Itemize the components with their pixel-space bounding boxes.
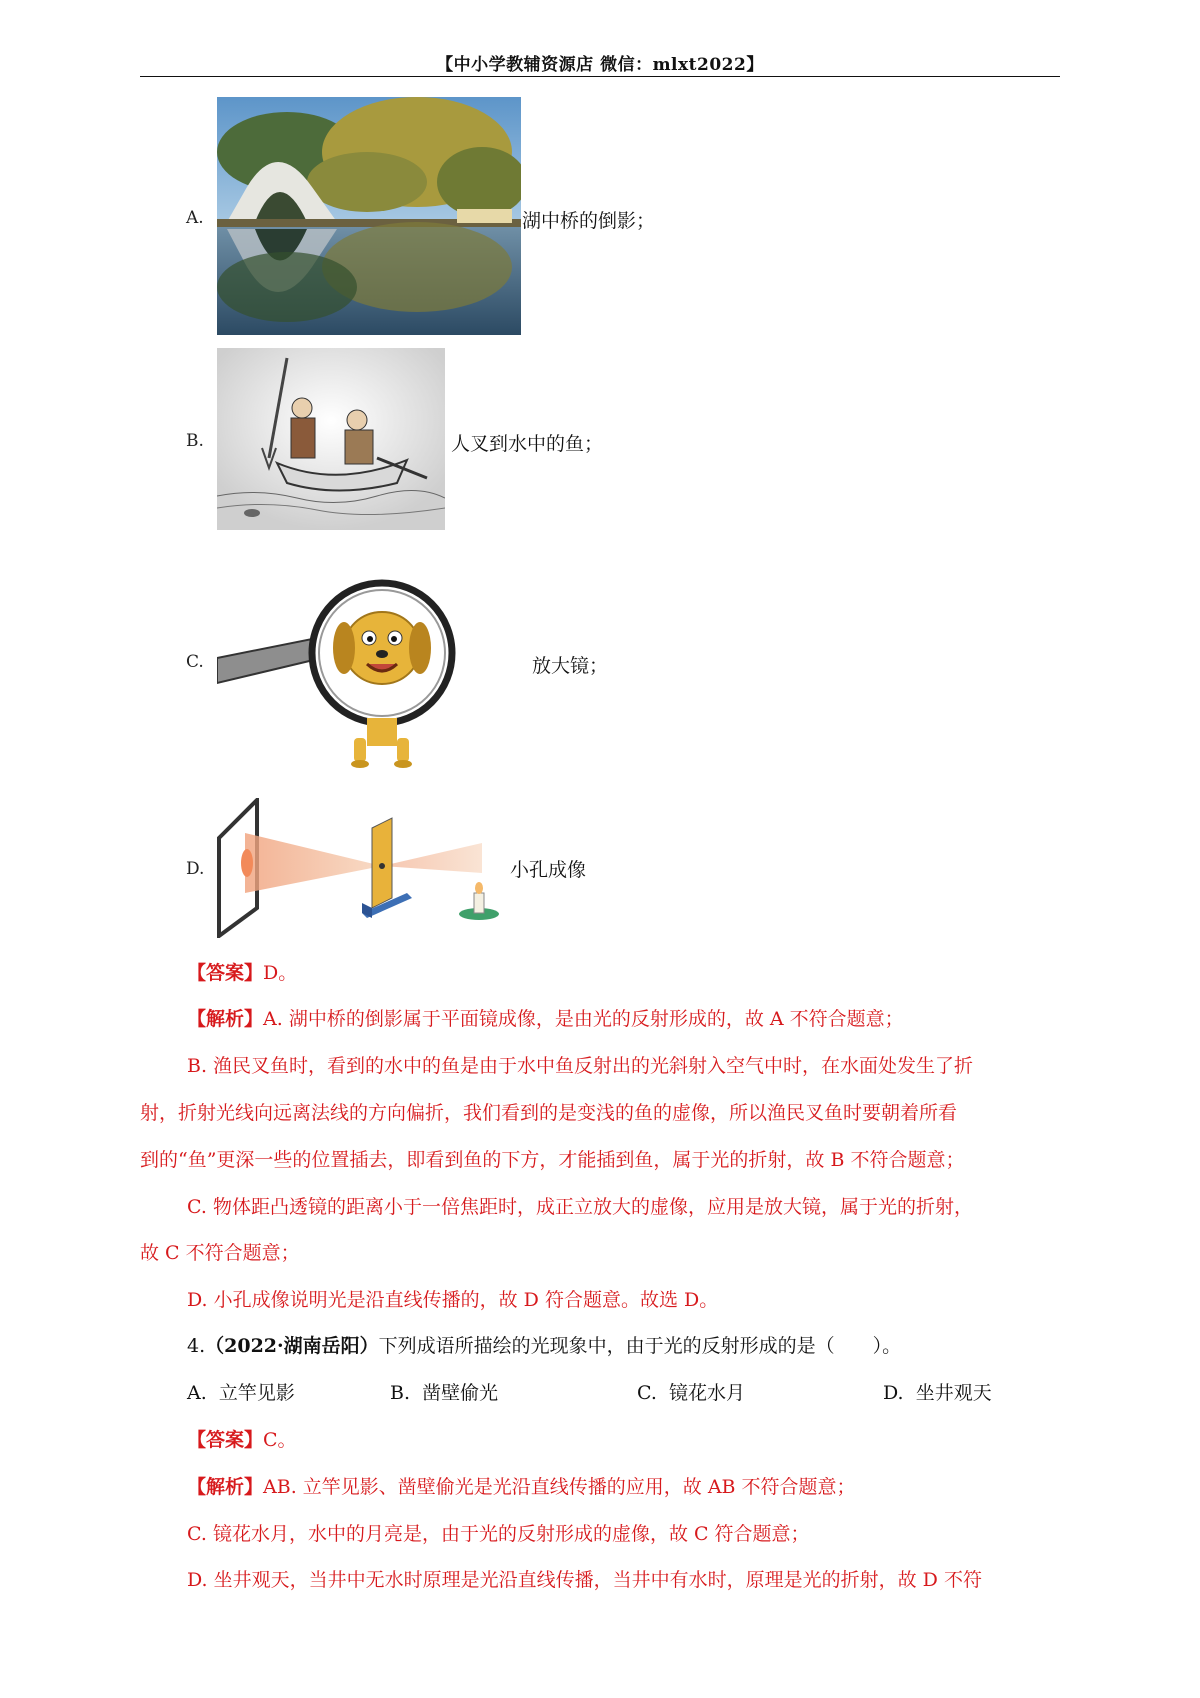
choice-letter: A. (187, 1382, 207, 1404)
page-header: 【中小学教辅资源店 微信：mlxt2022】 (436, 55, 764, 75)
option-a-caption: 湖中桥的倒影； (522, 210, 656, 232)
choice-letter: B. (390, 1382, 411, 1404)
q3-analysis-line-2: B. 渔民叉鱼时，看到的水中的鱼是由于水中鱼反射出的光斜射入空气中时，在水面处发生了折 (187, 1055, 974, 1077)
q4-answer-line (187, 1425, 297, 1452)
q3-analysis-line-6: 故 C 不符合题意； (140, 1242, 300, 1264)
q3-analysis-line-3: 射，折射光线向远离法线的方向偏折，我们看到的是变浅的鱼的虚像，所以渔民叉鱼时要朝着所看 (140, 1102, 958, 1124)
q3-analysis-line-1 (187, 1004, 904, 1031)
option-b-caption: 人叉到水中的鱼； (451, 433, 604, 455)
bridge-reflection-image (217, 97, 521, 335)
choice-text: 立竿见影 (218, 1382, 295, 1404)
choice-text: 坐井观天 (915, 1382, 992, 1404)
analysis-tag: 【解析】 (187, 1476, 264, 1498)
option-c-caption: 放大镜； (532, 655, 609, 677)
q4-analysis-line-3: D. 坐井观天，当井中无水时原理是光沿直线传播，当井中有水时，原理是光的折射，故 D 不符 (187, 1569, 982, 1591)
answer-value: C。 (263, 1429, 297, 1451)
q4-analysis-line-1 (187, 1472, 856, 1499)
option-b-letter: B. (186, 431, 204, 451)
q3-analysis-line-5: C. 物体距凸透镜的距离小于一倍焦距时，成正立放大的虚像，应用是放大镜，属于光的折射， (187, 1196, 973, 1218)
option-c-letter: C. (186, 652, 204, 672)
choice-letter: D. (883, 1382, 904, 1404)
pinhole-camera-image (217, 798, 502, 938)
q4-source: （2022·湖南岳阳） (205, 1335, 379, 1357)
analysis-text: A. 湖中桥的倒影属于平面镜成像，是由光的反射形成的，故 A 不符合题意； (263, 1008, 904, 1030)
q4-stem (187, 1331, 901, 1358)
q4-choice-d (883, 1378, 992, 1405)
q3-answer-line (187, 958, 297, 985)
answer-tag: 【答案】 (187, 962, 264, 984)
q4-choice-c (637, 1378, 745, 1405)
option-d-caption: 小孔成像 (510, 859, 587, 881)
q4-number: 4. (187, 1335, 206, 1357)
q3-analysis-line-7: D. 小孔成像说明光是沿直线传播的，故 D 符合题意。故选 D。 (187, 1289, 719, 1311)
magnifier-dog-image (217, 568, 477, 773)
fishermen-boat-image (217, 348, 445, 530)
q4-choice-b (390, 1378, 498, 1405)
choice-text: 镜花水月 (669, 1382, 746, 1404)
option-a-letter: A. (186, 208, 204, 228)
analysis-tag: 【解析】 (187, 1008, 264, 1030)
choice-text: 凿壁偷光 (422, 1382, 499, 1404)
header-rule (140, 76, 1060, 77)
answer-value: D。 (263, 962, 298, 984)
q4-analysis-line-2: C. 镜花水月，水中的月亮是，由于光的反射形成的虚像，故 C 符合题意； (187, 1523, 810, 1545)
q3-analysis-line-4: 到的“鱼”更深一些的位置插去，即看到鱼的下方，才能插到鱼，属于光的折射，故 B 不符合题意； (140, 1149, 965, 1171)
q4-choice-a (187, 1378, 295, 1405)
option-d-letter: D. (186, 859, 205, 879)
answer-tag: 【答案】 (187, 1429, 264, 1451)
analysis-text: AB. 立竿见影、凿壁偷光是光沿直线传播的应用，故 AB 不符合题意； (263, 1476, 856, 1498)
q4-stem-text: 下列成语所描绘的光现象中，由于光的反射形成的是（ ）。 (378, 1335, 902, 1357)
choice-letter: C. (637, 1382, 657, 1404)
